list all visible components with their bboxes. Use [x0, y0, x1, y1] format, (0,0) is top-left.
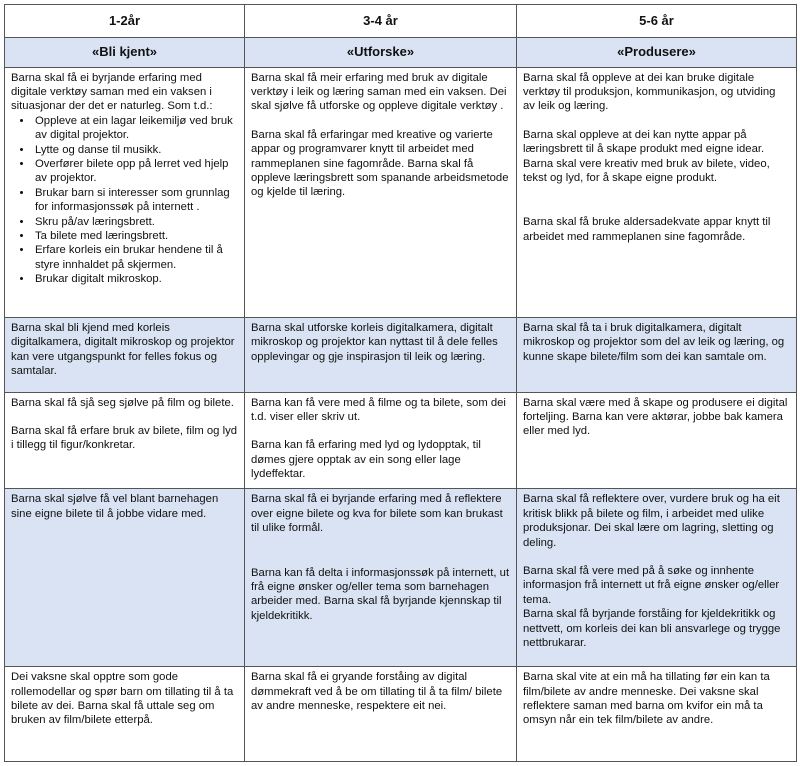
- cell-text: Barna skal få ei byrjande erfaring med digitale verktøy saman med ein vaksen i situasjonar der det er naturleg. Som t.d.:: [11, 71, 213, 113]
- cell-text: Barna skal utforske korleis digitalkamera, digitalt mikroskop og projektor kan nyttast til å dele felles opplevingar og gje inspirasjon til leik og læring.: [251, 321, 498, 363]
- list-item: • Brukar barn si interesser som grunnlag for informasjonssøk på internett .: [33, 186, 238, 215]
- cell-row3-age-5-6: [517, 392, 797, 489]
- cell-row1-age-3-4: [245, 67, 517, 317]
- list-item: • Oppleve at ein lagar leikemiljø ved bruk av digital projektor.: [33, 114, 238, 143]
- cell-text: Barna skal få ei gryande forståing av digital dømmekraft ved å be om tillating til å ta film/ bilete av andre menneske, respektere eit nei.: [251, 671, 503, 712]
- list-item: • Overfører bilete opp på lerret ved hjelp av projektor.: [33, 157, 238, 186]
- cell-text: Barna skal få meir erfaring med bruk av digitale verktøy i leik og læring saman med ein vaksen. Dei skal sjølve få utforske og oppleve digitale verktøy .: [251, 71, 507, 113]
- cell-row5-age-5-6: [517, 667, 797, 762]
- cell-row4-age-3-4: [245, 489, 517, 667]
- phase-header-bli-kjent: «Bli kjent»: [5, 38, 245, 67]
- cell-row1-age-1-2: [5, 67, 245, 317]
- age-header-row: [5, 5, 797, 38]
- cell-text: Barna skal få ta i bruk digitalkamera, digitalt mikroskop og projektor som del av leik og læring, og kunne skape bilete/film som dei kan samtale om.: [523, 321, 785, 363]
- cell-text: Barna skal få bruke aldersadekvate appar knytt til arbeidet med rammeplanen sine fagområde.: [523, 216, 771, 243]
- cell-row1-age-5-6: [517, 67, 797, 317]
- cell-row2-age-1-2: [5, 317, 245, 392]
- cell-text: Barna skal få sjå seg sjølve på film og bilete.: [11, 396, 234, 409]
- cell-text: Barna skal oppleve at dei kan nytte appar på læringsbrett til å skape produkt med eigne idear. Barna skal vere kreativ med bruk av bilete, video, tekst og lyd, for å skape eigne produkt.: [523, 128, 770, 184]
- phase-header-row: [5, 38, 797, 67]
- list-item: • Skru på/av læringsbrett.: [33, 215, 238, 229]
- cell-text: Barna skal få vere med på å søke og innhente informasjon frå internett ut frå eigne ønsker og/eller tema.: [523, 565, 780, 606]
- cell-row4-age-5-6: [517, 489, 797, 667]
- cell-row5-age-1-2: [5, 667, 245, 762]
- cell-row3-age-3-4: [245, 392, 517, 489]
- cell-text: Barna skal få ei byrjande erfaring med å reflektere over eigne bilete og kva for bilete som kan brukast til ulike formål.: [251, 493, 503, 535]
- cell-text: Barna skal få oppleve at dei kan bruke digitale verktøy til produksjon, kommunikasjon, og utviding av leik og læring.: [523, 71, 776, 113]
- page: [4, 4, 796, 762]
- cell-text: Barna kan få delta i informasjonssøk på internett, ut frå eigne ønsker og/eller tema som barnehagen arbeider med. Barna skal få byrjande kjennskap til kjeldekritikk.: [251, 566, 510, 622]
- cell-text: Barna skal få erfare bruk av bilete, film og lyd i tillegg til figur/konkretar.: [11, 424, 238, 452]
- cell-text: Barna skal få erfaringar med kreative og varierte appar og programvarer knytt til arbeidet med rammeplanen sine fagområde. Barna skal få oppleve læringsbrett som spanande arbeidsmetode og kjelde til læring.: [251, 128, 509, 199]
- cell-row5-age-3-4: [245, 667, 517, 762]
- list-item: • Ta bilete med læringsbrett.: [33, 229, 238, 243]
- cell-text: Dei vaksne skal opptre som gode rollemodellar og spør barn om tillating til å ta bilete av dei. Barna skal få uttale seg om bruken av film/bilete etterpå.: [11, 671, 234, 727]
- list-item: • Lytte og danse til musikk.: [33, 143, 238, 157]
- cell-text: Barna kan få vere med å filme og ta bilete, som dei t.d. viser eller skriv ut.: [251, 396, 506, 423]
- cell-text: Barna skal bli kjend med korleis digitalkamera, digitalt mikroskop og projektor kan vere utgangspunkt for felles fokus og samtalar.: [11, 321, 235, 378]
- cell-row4-age-1-2: [5, 489, 245, 667]
- age-header-1-2: 1-2år: [5, 5, 245, 38]
- age-header-3-4: 3-4 år: [245, 5, 517, 38]
- cell-text: Barna skal vite at ein må ha tillating før ein kan ta film/bilete av andre menneske. Dei vaksne skal reflektere saman med barna om kvifor ein må ta omsyn når ein tek film/bilete av andre.: [523, 671, 770, 727]
- cell-text: Barna skal være med å skape og produsere ei digital forteljing. Barna kan vere aktørar, jobbe bak kamera eller med lyd.: [523, 396, 788, 438]
- table-row: [5, 317, 797, 392]
- cell-row2-age-3-4: [245, 317, 517, 392]
- cell-text: Barna kan få erfaring med lyd og lydopptak, til dømes gjere opptak av ein song eller lage lydeffektar.: [251, 439, 481, 481]
- cell-text: Barna skal få reflektere over, vurdere bruk og ha eit kritisk blikk på bilete og film, i arbeidet med ulike produksjonar. Dei skal lære om lagring, sletting og deling.: [523, 493, 780, 549]
- list-item: • Erfare korleis ein brukar hendene til å styre innhaldet på skjermen.: [33, 243, 238, 272]
- age-header-5-6: 5-6 år: [517, 5, 797, 38]
- phase-header-utforske: «Utforske»: [245, 38, 517, 67]
- table-row: [5, 392, 797, 489]
- list-item: • Brukar digitalt mikroskop.: [33, 272, 238, 286]
- cell-row2-age-5-6: [517, 317, 797, 392]
- table-row: [5, 489, 797, 667]
- curriculum-table: [4, 4, 797, 762]
- table-row: [5, 67, 797, 317]
- example-list: [11, 114, 238, 287]
- cell-row3-age-1-2: [5, 392, 245, 489]
- cell-text: Barna skal sjølve få vel blant barnehagen sine eigne bilete til å jobbe vidare med.: [11, 493, 219, 520]
- table-row: [5, 667, 797, 762]
- phase-header-produsere: «Produsere»: [517, 38, 797, 67]
- cell-text: Barna skal få byrjande forståing for kjeldekritikk og nettvett, om korleis dei kan bli ansvarlege og trygge nettbrukarar.: [523, 608, 781, 650]
